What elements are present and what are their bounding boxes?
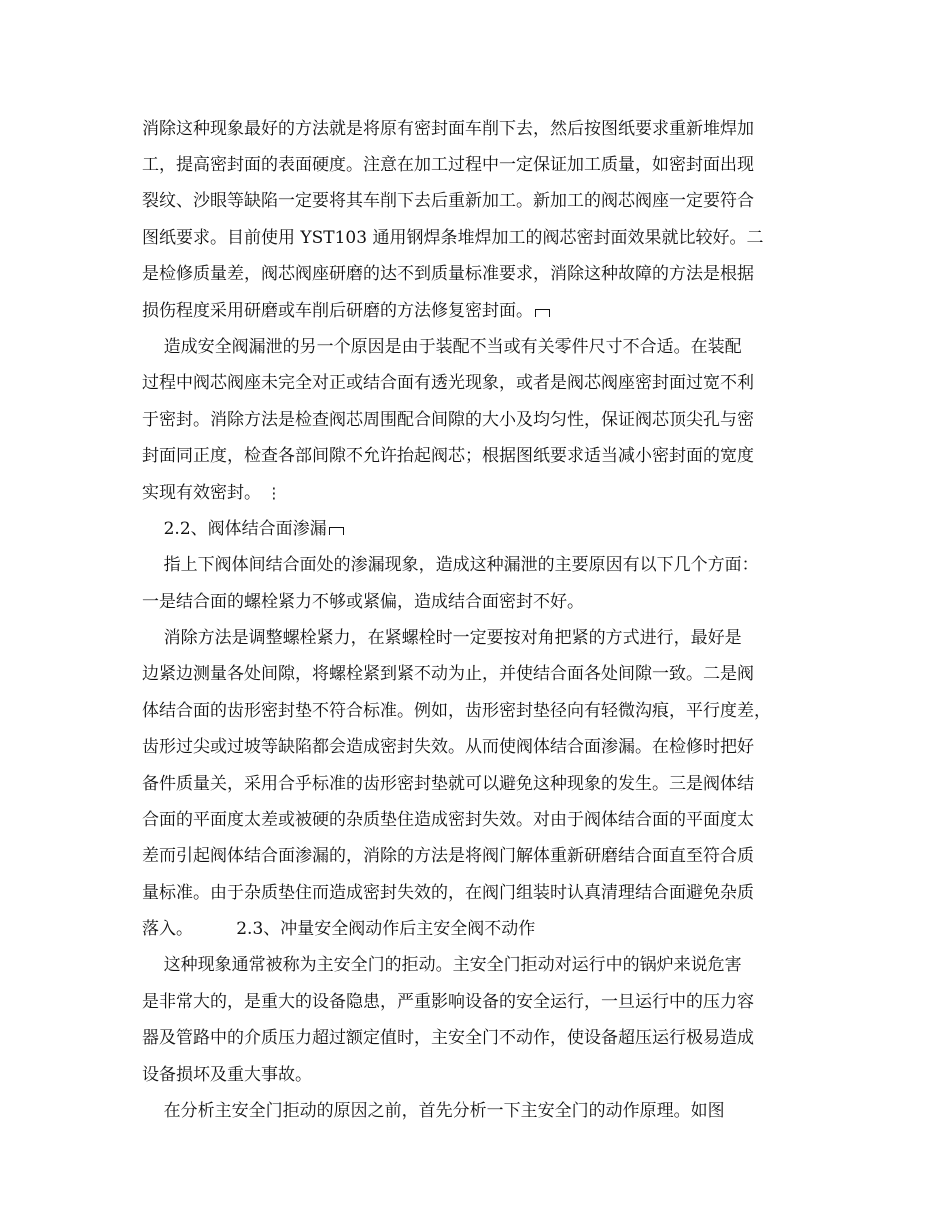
paragraph-line: 在分析主安全门拒动的原因之前，首先分析一下主安全门的动作原理。如图 [142,1101,725,1121]
paragraph-line [142,482,281,504]
paragraph-line: 过程中阀芯阀座未完全对正或结合面有透光现象，或者是阀芯阀座密封面过宽不利 [142,373,754,393]
line-text: 实现有效密封。 [142,483,261,503]
paragraph-line: 封面同正度，检查各部间隙不允许抬起阀芯；根据图纸要求适当减小密封面的宽度 [142,446,754,466]
paragraph-line: 这种现象通常被称为主安全门的拒动。主安全门拒动对运行中的锅炉来说危害 [142,955,742,975]
paragraph-line: 备件质量关，采用合乎标准的齿形密封垫就可以避免这种现象的发生。三是阀体结 [142,774,754,794]
paragraph-line: 工，提高密封面的表面硬度。注意在加工过程中一定保证加工质量，如密封面出现 [142,155,754,175]
heading-text: 2.2、阀体结合面渗漏 [142,519,327,539]
paragraph-line: 消除方法是调整螺栓紧力，在紧螺栓时一定要按对角把紧的方式进行，最好是 [142,628,742,648]
paragraph-line: 一是结合面的螺栓紧力不够或紧偏，造成结合面密封不好。 [142,592,584,612]
ellipsis-mark: ⋮ [266,484,282,502]
section-heading [142,518,344,540]
paragraph-line: 是非常大的，是重大的设备隐患，严重影响设备的安全运行，一旦运行中的压力容 [142,992,754,1012]
paragraph-line: 是检修质量差，阀芯阀座研磨的达不到质量标准要求，消除这种故障的方法是根据 [142,264,754,284]
paragraph-line: 裂纹、沙眼等缺陷一定要将其车削下去后重新加工。新加工的阀芯阀座一定要符合 [142,191,754,211]
line-text: 损伤程度采用研磨或车削后研磨的方法修复密封面。 [142,301,533,321]
paragraph-line: 造成安全阀漏泄的另一个原因是由于装配不当或有关零件尺寸不合适。在装配 [142,337,742,357]
paragraph-line: 消除这种现象最好的方法就是将原有密封面车削下去，然后按图纸要求重新堆焊加 [142,119,754,139]
paragraph-line: 量标准。由于杂质垫住而造成密封失效的，在阀门组装时认真清理结合面避免杂质 [142,883,754,903]
paragraph-line: 指上下阀体间结合面处的渗漏现象，造成这种漏泄的主要原因有以下几个方面： [142,555,759,575]
paragraph-mark-icon [535,309,550,317]
paragraph-mark-icon [329,527,344,535]
paragraph-line: 设备损坏及重大事故。 [142,1065,312,1085]
paragraph-line: 差而引起阀体结合面渗漏的，消除的方法是将阀门解体重新研磨结合面直至符合质 [142,846,754,866]
paragraph-line: 器及管路中的介质压力超过额定值时，主安全门不动作，使设备超压运行极易造成 [142,1028,754,1048]
paragraph-line: 边紧边测量各处间隙，将螺栓紧到紧不动为止，并使结合面各处间隙一致。二是阀 [142,664,754,684]
paragraph-line: 落入。 2.3、冲量安全阀动作后主安全阀不动作 [142,919,536,939]
paragraph-line: 体结合面的齿形密封垫不符合标准。例如，齿形密封垫径向有轻微沟痕，平行度差， [142,701,771,721]
paragraph-line: 图纸要求。目前使用 YST103 通用钢焊条堆焊加工的阀芯密封面效果就比较好。二 [142,228,764,248]
paragraph-line: 齿形过尖或过坡等缺陷都会造成密封失效。从而使阀体结合面渗漏。在检修时把好 [142,737,754,757]
paragraph-line [142,300,550,322]
paragraph-line: 于密封。消除方法是检查阀芯周围配合间隙的大小及均匀性，保证阀芯顶尖孔与密 [142,410,754,430]
paragraph-line: 合面的平面度太差或被硬的杂质垫住造成密封失效。对由于阀体结合面的平面度太 [142,810,754,830]
